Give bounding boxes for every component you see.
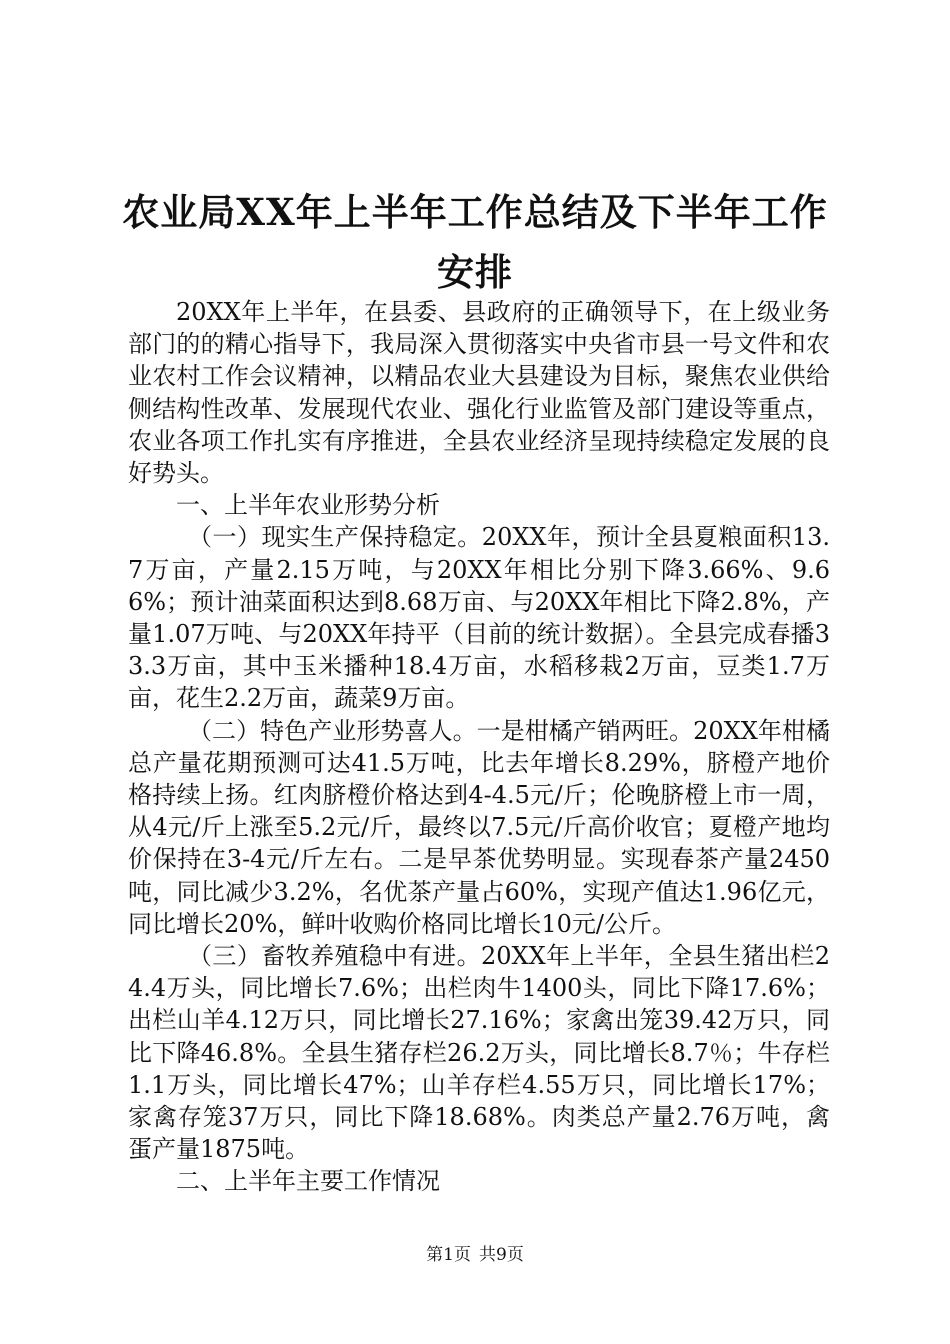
subsection-paragraph-2: （二）特色产业形势喜人。一是柑橘产销两旺。20XX年柑橘总产量花期预测可达41.5万吨，比去年增长8.29%，脐橙产地价格持续上扬。红肉脐橙价格达到4-4.5元/斤；伦晚脐橙上市一周，从4元/斤上涨至5.2元/斤，最终以7.5元/斤高价收官；夏橙产地均价保持在3-4元/斤左右。二是早茶优势明显。实现春茶产量2450吨，同比减少3.2%，名优茶产量占60%，实现产值达1.96亿元，同比增长20%，鲜叶收购价格同比增长10元/公斤。 [128,716,830,938]
section-heading-1: 一、上半年农业形势分析 [176,491,440,520]
subsection-paragraph-1: （一）现实生产保持稳定。20XX年，预计全县夏粮面积13.7万亩，产量2.15万吨，与20XX年相比分别下降3.66%、9.66%；预计油菜面积达到8.68万亩、与20XX年相比下降2.8%，产量1.07万吨、与20XX年持平（目前的统计数据）。全县完成春播33.3万亩，其中玉米播种18.4万亩，水稻移栽2万亩，豆类1.7万亩，花生2.2万亩，蔬菜9万亩。 [128,523,830,713]
subsection-paragraph-3: （三）畜牧养殖稳中有进。20XX年上半年，全县生猪出栏24.4万头，同比增长7.6%；出栏肉牛1400头，同比下降17.6%；出栏山羊4.12万只，同比增长27.16%；家禽出笼39.42万只，同比下降46.8%。全县生猪存栏26.2万头，同比增长8.7％；牛存栏1.1万头，同比增长47%；山羊存栏4.55万只，同比增长17%；家禽存笼37万只，同比下降18.68%。肉类总产量2.76万吨，禽蛋产量1875吨。 [128,942,830,1164]
document-body [128,296,830,1198]
page-number: 第1页 [426,1245,471,1265]
intro-paragraph: 20XX年上半年，在县委、县政府的正确领导下，在上级业务部门的的精心指导下，我局深入贯彻落实中央省市县一号文件和农业农村工作会议精神，以精品农业大县建设为目标，聚焦农业供给侧结构性改革、发展现代农业、强化行业监管及部门建设等重点，农业各项工作扎实有序推进，全县农业经济呈现持续稳定发展的良好势头。 [128,298,830,488]
page-footer [0,1243,950,1267]
document-title: 农业局XX年上半年工作总结及下半年工作安排 [122,190,828,294]
page-total: 共9页 [479,1245,524,1265]
section-heading-2: 二、上半年主要工作情况 [176,1167,440,1196]
